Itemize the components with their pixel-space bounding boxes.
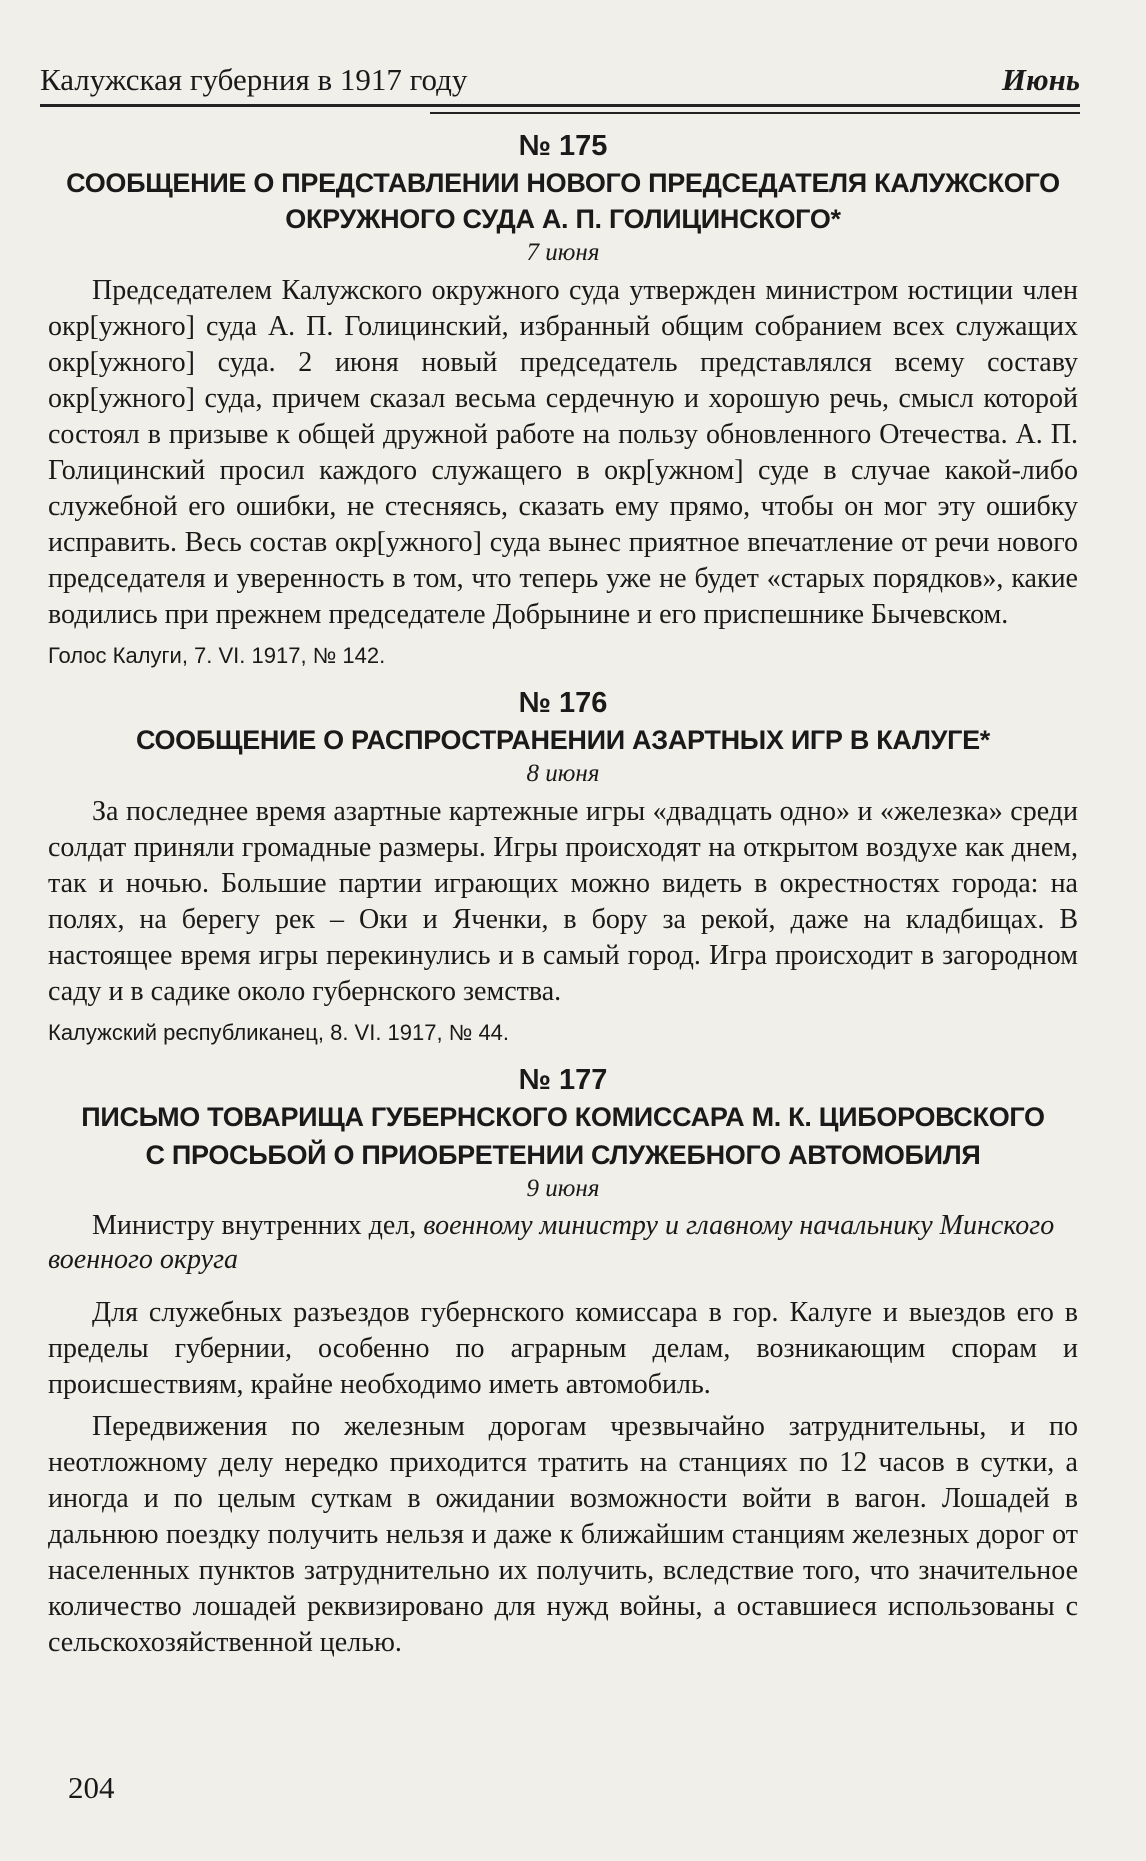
document-addressee bbox=[48, 1209, 1078, 1277]
document-paragraph: Передвижения по железным дорогам чрезвычайно затруднительны, и по неотложному делу нередко приходится тратить на станциях по 12 часов в сутки, а иногда и по целым суткам в ожидании возможности войти в вагон. Лошадей в дальнюю поездку получить нельзя и даже к ближайшим станциям железных дорог от населенных пунктов затруднительно их получить, вследствие того, что значительное количество лошадей реквизировано для нужд войны, а оставшиеся использованы с сельскохозяйственной целью. bbox=[48, 1411, 1078, 1658]
document-source: Голос Калуги, 7. VI. 1917, № 142. bbox=[48, 643, 386, 668]
page-number: 204 bbox=[68, 1770, 115, 1805]
header-rule-secondary bbox=[430, 112, 1080, 114]
document-number: № 177 bbox=[518, 1064, 608, 1096]
header-rule bbox=[40, 104, 1080, 107]
document-source: Калужский республиканец, 8. VI. 1917, № 44. bbox=[48, 1020, 510, 1045]
document-date: 7 июня bbox=[526, 239, 600, 266]
document-177 bbox=[48, 1064, 1078, 1661]
document-paragraph: Председателем Калужского окружного суда утвержден министром юстиции член окр[ужного] суда А. П. Голицинский, избранный общим собранием всех служащих окр[ужного] суда. 2 июня новый председатель представлялся всему составу окр[ужного] суда, причем сказал весьма сердечную и хорошую речь, смысл которой состоял в призыве к общей дружной работе на пользу обновленного Отечества. А. П. Голицинский просил каждого служащего в окр[ужном] суде в случае какой-либо служебной его ошибки, не стесняясь, сказать ему прямо, чтобы он мог эту ошибку исправить. Весь состав окр[ужного] суда вынес приятное впечатление от речи нового председателя и уверенность в том, что теперь уже не будет «старых порядков», какие водились при прежнем председателе Добрынине и его приспешнике Бычевском. bbox=[48, 275, 1078, 630]
document-number: № 175 bbox=[518, 130, 608, 162]
document-number: № 176 bbox=[518, 687, 608, 719]
running-head bbox=[40, 62, 1080, 98]
document-date: 8 июня bbox=[526, 760, 600, 787]
document-paragraph: Для служебных разъездов губернского комиссара в гор. Калуге и выездов его в пределы губернии, особенно по аграрным делам, возникающим спорам и происшествиям, крайне необходимо иметь автомобиль. bbox=[48, 1297, 1078, 1400]
document-176 bbox=[48, 687, 1078, 1046]
document-date: 9 июня bbox=[526, 1175, 600, 1202]
document-title-line-1: ПИСЬМО ТОВАРИЩА ГУБЕРНСКОГО КОМИССАРА М. К. ЦИБОРОВСКОГО bbox=[81, 1102, 1045, 1132]
addressee-italic: военному министру и главному начальнику Минского военного округа bbox=[48, 1210, 1055, 1275]
running-head-title: Калужская губерния в 1917 году bbox=[40, 62, 468, 97]
document-title: СООБЩЕНИЕ О ПРЕДСТАВЛЕНИИ НОВОГО ПРЕДСЕДАТЕЛЯ КАЛУЖСКОГО ОКРУЖНОГО СУДА А. П. ГОЛИЦИНСКОГО* bbox=[66, 168, 1060, 234]
addressee-plain: Министру внутренних дел, bbox=[92, 1210, 424, 1241]
document-175 bbox=[48, 130, 1078, 669]
document-title-line-2: С ПРОСЬБОЙ О ПРИОБРЕТЕНИИ СЛУЖЕБНОГО АВТОМОБИЛЯ bbox=[145, 1140, 981, 1170]
content bbox=[48, 130, 1078, 1661]
document-paragraph: За последнее время азартные картежные игры «двадцать одно» и «железка» среди солдат приняли громадные размеры. Игры происходят на открытом воздухе как днем, так и ночью. Большие партии играющих можно видеть в окрестностях города: на полях, на берегу рек – Оки и Яченки, в бору за рекой, даже на кладбищах. В настоящее время игры перекинулись и в самый город. Игра происходит в загородном саду и в садике около губернского земства. bbox=[48, 796, 1078, 1007]
document-title: СООБЩЕНИЕ О РАСПРОСТРАНЕНИИ АЗАРТНЫХ ИГР В КАЛУГЕ* bbox=[135, 725, 991, 755]
running-head-month: Июнь bbox=[1001, 62, 1080, 97]
